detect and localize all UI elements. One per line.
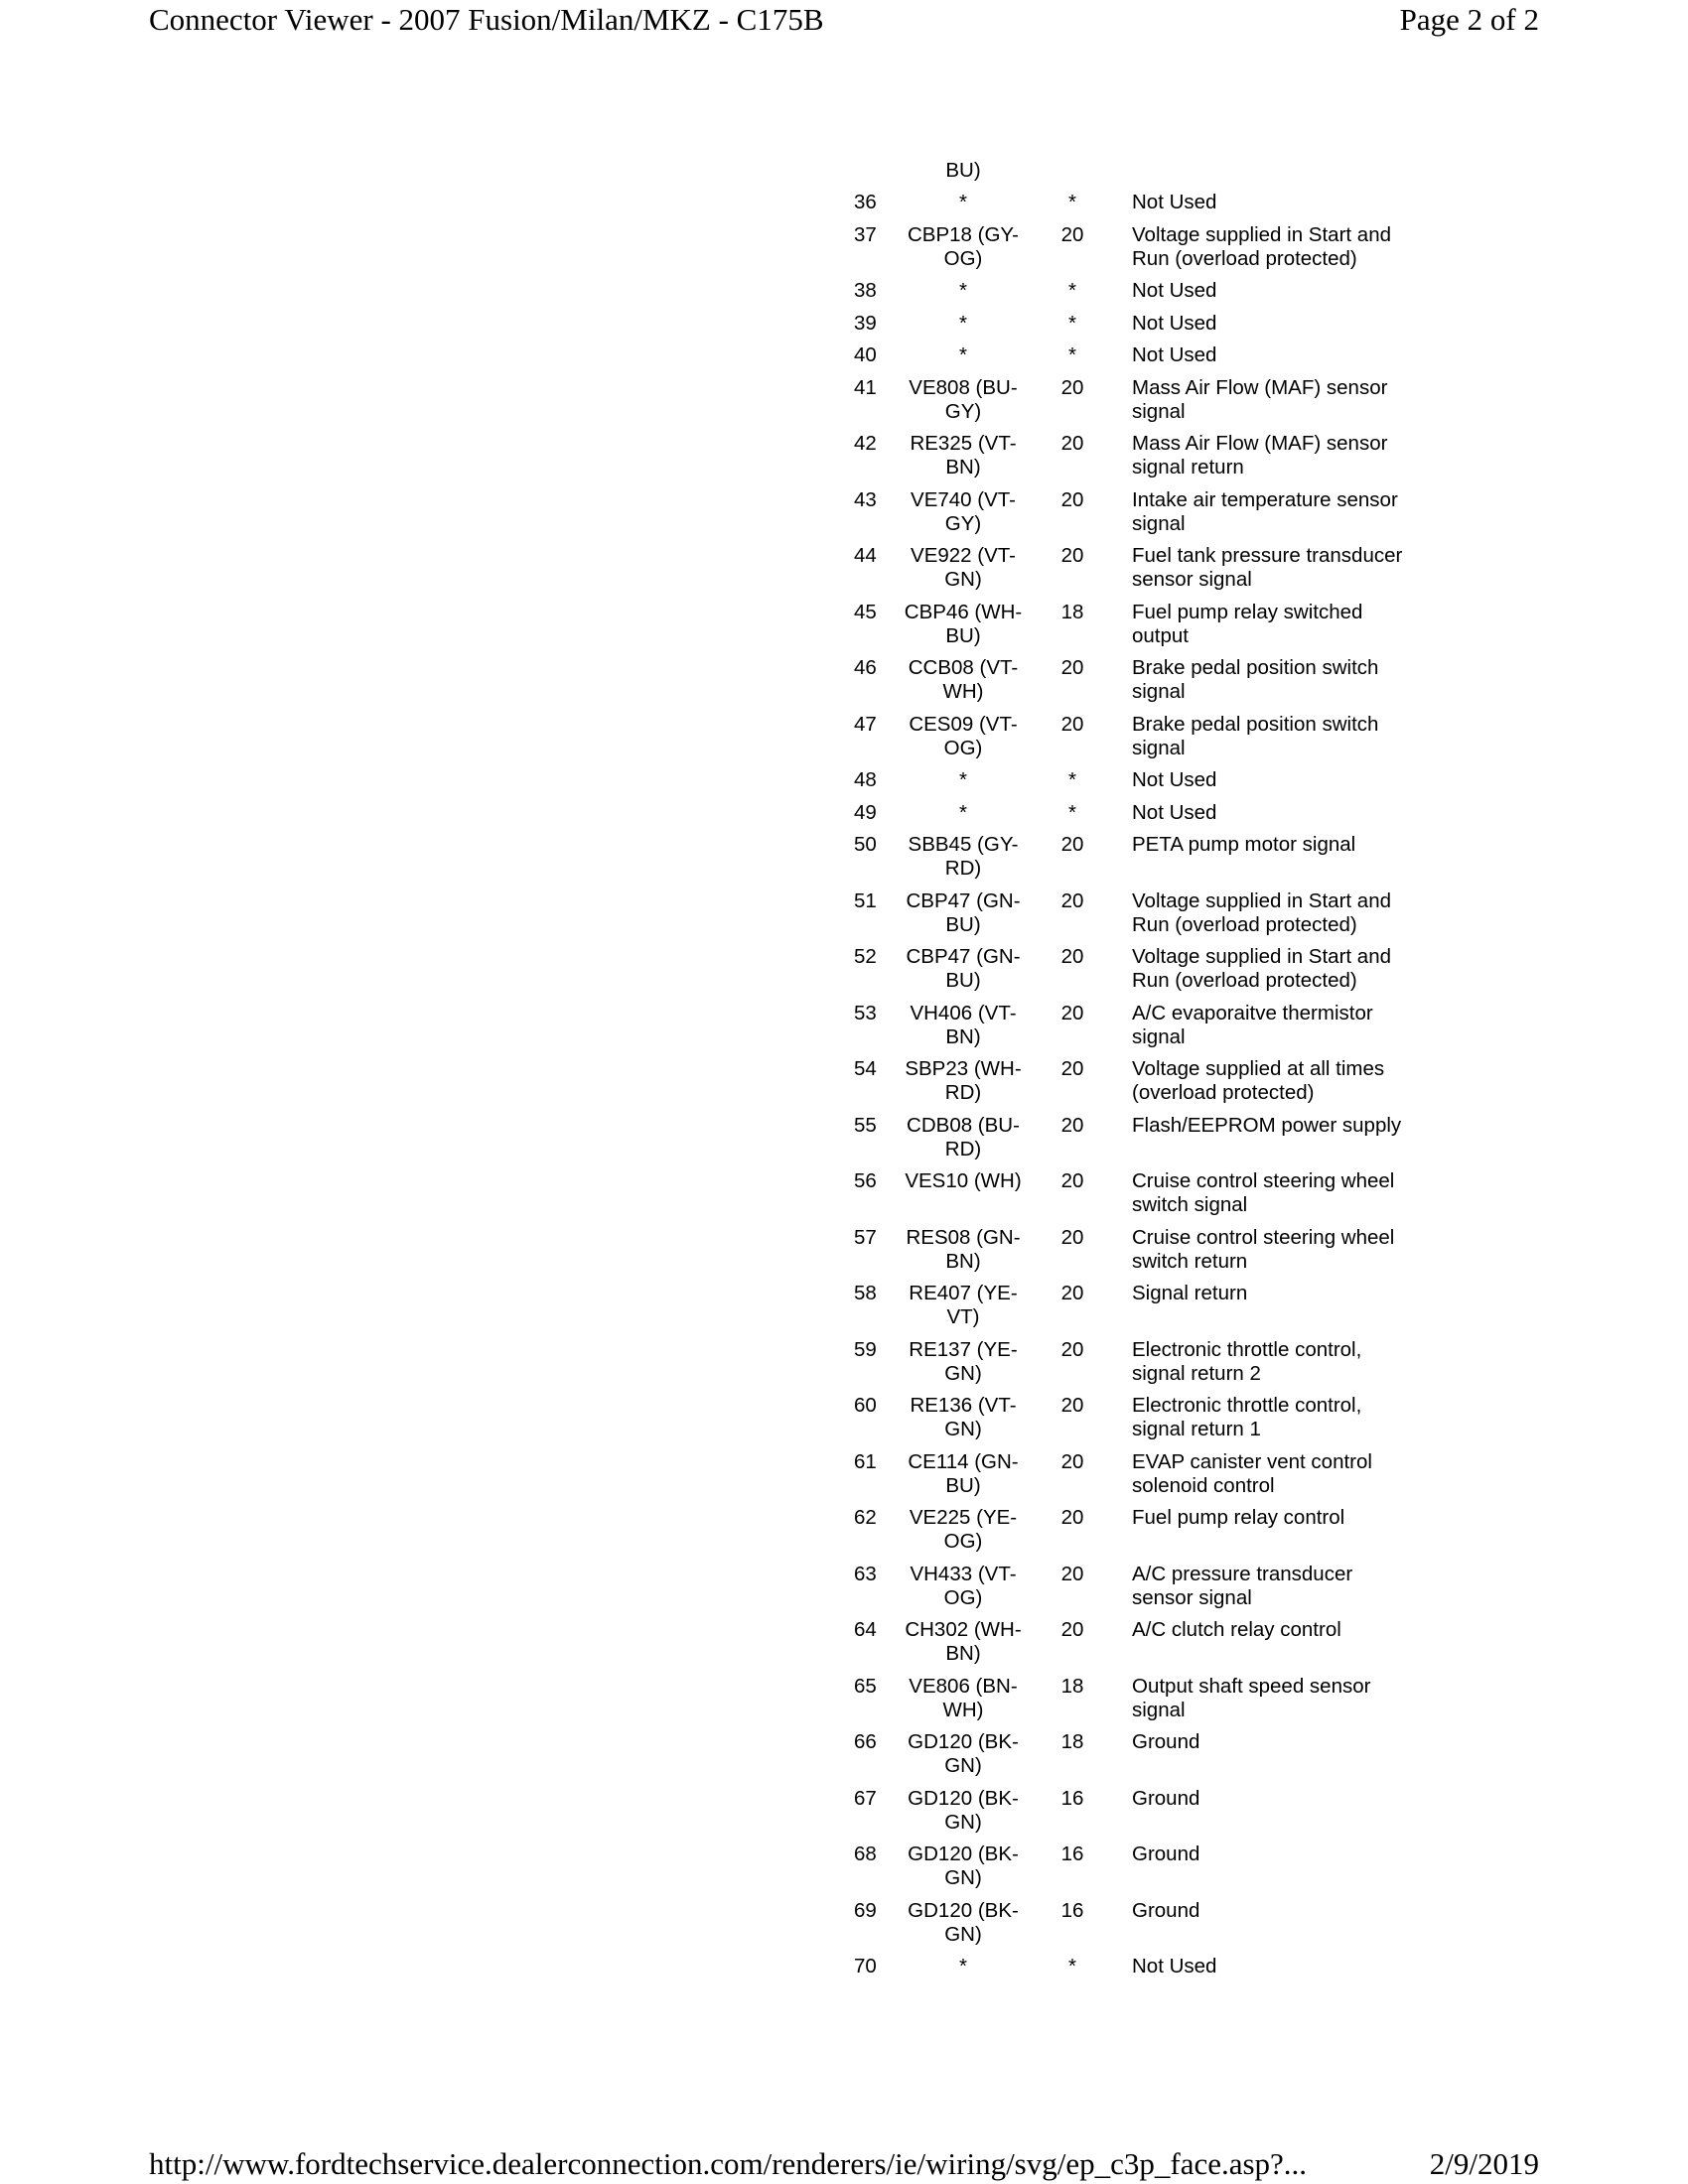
gauge-cell: * — [1068, 343, 1076, 366]
function-cell: Ground — [1132, 1843, 1200, 1865]
gauge-cell: 20 — [1060, 1394, 1084, 1417]
gauge-cell: * — [1068, 311, 1076, 335]
function-cell: Ground — [1132, 1786, 1200, 1810]
continued-circuit-text: BU) — [945, 159, 981, 182]
pin-cell: 62 — [854, 1506, 877, 1529]
function-cell: Not Used — [1132, 1955, 1217, 1978]
table-row — [854, 1618, 1415, 1666]
function-cell: Mass Air Flow (MAF) sensor signal return — [1132, 432, 1388, 478]
function-cell: Fuel pump relay switched output — [1132, 600, 1363, 647]
gauge-cell: 20 — [1060, 656, 1084, 679]
footer-date: 2/9/2019 — [1429, 2146, 1539, 2181]
pin-cell: 57 — [854, 1225, 877, 1249]
gauge-cell: 20 — [1060, 1113, 1084, 1137]
gauge-cell: 20 — [1060, 888, 1084, 912]
function-cell: Not Used — [1132, 279, 1217, 302]
table-row — [854, 223, 1415, 271]
gauge-cell: 20 — [1060, 1506, 1084, 1529]
pin-cell: 40 — [854, 343, 877, 366]
pin-cell: 63 — [854, 1562, 877, 1585]
function-cell: A/C evaporaitve thermistor signal — [1132, 1001, 1373, 1048]
gauge-cell: 20 — [1060, 1225, 1084, 1249]
function-cell: Voltage supplied in Start and Run (overload protected) — [1132, 945, 1391, 992]
pin-cell: 60 — [854, 1394, 877, 1417]
table-row — [854, 1226, 1415, 1274]
gauge-cell: 20 — [1060, 1057, 1084, 1080]
gauge-cell: 20 — [1060, 222, 1084, 246]
table-row — [854, 544, 1415, 592]
function-cell: Electronic throttle control, signal return 2 — [1132, 1337, 1362, 1385]
circuit-cell: VH433 (VT-OG) — [910, 1562, 1017, 1609]
pin-cell: 58 — [854, 1282, 877, 1304]
table-row — [854, 1787, 1415, 1835]
circuit-cell: CBP18 (GY-OG) — [907, 222, 1020, 270]
gauge-cell: 20 — [1060, 487, 1084, 511]
table-row — [854, 279, 1415, 303]
circuit-cell: * — [959, 311, 967, 335]
gauge-cell: 20 — [1060, 712, 1084, 736]
pin-cell: 59 — [854, 1337, 877, 1361]
table-row — [854, 1394, 1415, 1441]
circuit-cell: VE740 (VT-GY) — [911, 487, 1016, 535]
pin-cell: 70 — [854, 1955, 877, 1978]
page-number: Page 2 of 2 — [1399, 2, 1539, 37]
pin-cell: 41 — [854, 375, 877, 399]
function-cell: Electronic throttle control, signal return 1 — [1132, 1394, 1362, 1440]
pin-cell: 54 — [854, 1057, 877, 1080]
function-cell: Cruise control steering wheel switch return — [1132, 1225, 1395, 1273]
gauge-cell: 20 — [1060, 544, 1084, 567]
table-row — [854, 1730, 1415, 1778]
footer-url: http://www.fordtechservice.dealerconnection.com/renderers/ie/wiring/svg/ep_c3p_face.asp?... — [149, 2146, 1308, 2181]
circuit-cell: GD120 (BK-GN) — [908, 1730, 1019, 1777]
function-cell: Signal return — [1132, 1282, 1248, 1304]
circuit-cell: RE325 (VT-BN) — [910, 432, 1017, 478]
function-cell: Brake pedal position switch signal — [1132, 712, 1379, 759]
table-row — [854, 376, 1415, 424]
table-row — [854, 1955, 1415, 1979]
pin-cell: 65 — [854, 1674, 877, 1698]
table-row — [854, 1057, 1415, 1105]
pin-cell: 55 — [854, 1113, 877, 1137]
table-row — [854, 1338, 1415, 1386]
pin-cell: 52 — [854, 945, 877, 968]
table-row — [854, 801, 1415, 825]
table-row — [854, 889, 1415, 937]
circuit-cell: VE808 (BU-GY) — [909, 375, 1018, 423]
gauge-cell: 20 — [1060, 1618, 1084, 1641]
circuit-cell: GD120 (BK-GN) — [908, 1898, 1019, 1946]
gauge-cell: * — [1068, 279, 1076, 302]
pin-cell: 37 — [854, 222, 877, 246]
circuit-cell: * — [959, 279, 967, 302]
table-row — [854, 833, 1415, 881]
table-row — [854, 312, 1415, 336]
function-cell: Voltage supplied at all times (overload protected) — [1132, 1057, 1385, 1104]
circuit-cell: * — [959, 343, 967, 366]
gauge-cell: 20 — [1060, 1001, 1084, 1024]
function-cell: Mass Air Flow (MAF) sensor signal — [1132, 375, 1388, 423]
pin-cell: 64 — [854, 1618, 877, 1641]
pin-cell: 39 — [854, 311, 877, 335]
function-cell: Voltage supplied in Start and Run (overload protected) — [1132, 222, 1391, 270]
circuit-cell: * — [959, 191, 967, 213]
function-cell: A/C clutch relay control — [1132, 1618, 1341, 1641]
function-cell: Ground — [1132, 1730, 1200, 1753]
gauge-cell: 18 — [1060, 1730, 1084, 1753]
pin-cell: 46 — [854, 656, 877, 679]
gauge-cell: 18 — [1060, 1674, 1084, 1698]
function-cell: Brake pedal position switch signal — [1132, 656, 1379, 703]
table-row — [854, 191, 1415, 214]
function-cell: Ground — [1132, 1898, 1200, 1922]
function-cell: Fuel pump relay control — [1132, 1506, 1345, 1529]
table-row — [854, 1506, 1415, 1554]
function-cell: A/C pressure transducer sensor signal — [1132, 1562, 1353, 1609]
gauge-cell: * — [1068, 768, 1076, 791]
page-title: Connector Viewer - 2007 Fusion/Milan/MKZ - C175B — [149, 2, 824, 37]
gauge-cell: 20 — [1060, 375, 1084, 399]
function-cell: Not Used — [1132, 343, 1217, 366]
circuit-cell: CDB08 (BU-RD) — [907, 1113, 1020, 1160]
circuit-cell: CBP47 (GN-BU) — [906, 945, 1021, 992]
function-cell: Output shaft speed sensor signal — [1132, 1674, 1371, 1721]
pin-cell: 49 — [854, 800, 877, 824]
circuit-cell: CBP46 (WH-BU) — [904, 600, 1023, 647]
table-row — [854, 1450, 1415, 1498]
pin-cell: 38 — [854, 279, 877, 302]
pin-cell: 51 — [854, 888, 877, 912]
pin-cell: 48 — [854, 768, 877, 791]
circuit-cell: RE136 (VT-GN) — [910, 1394, 1017, 1440]
table-row — [854, 1843, 1415, 1890]
pin-cell: 66 — [854, 1730, 877, 1753]
gauge-cell: 20 — [1060, 432, 1084, 455]
circuit-cell: CES09 (VT-OG) — [909, 712, 1018, 759]
circuit-cell: CBP47 (GN-BU) — [906, 888, 1021, 936]
pin-cell: 69 — [854, 1898, 877, 1922]
gauge-cell: 16 — [1060, 1786, 1084, 1810]
pin-table — [854, 191, 1415, 1987]
table-row — [854, 1002, 1415, 1049]
function-cell: EVAP canister vent control solenoid control — [1132, 1449, 1372, 1497]
gauge-cell: 20 — [1060, 1337, 1084, 1361]
circuit-cell: GD120 (BK-GN) — [908, 1843, 1019, 1889]
table-row — [854, 343, 1415, 367]
pin-cell: 43 — [854, 487, 877, 511]
pin-cell: 36 — [854, 191, 877, 213]
function-cell: PETA pump motor signal — [1132, 833, 1356, 856]
circuit-cell: VES10 (WH) — [905, 1169, 1022, 1192]
table-row — [854, 432, 1415, 479]
table-row — [854, 768, 1415, 792]
table-row — [854, 1675, 1415, 1722]
table-row — [854, 713, 1415, 760]
circuit-cell: CE114 (GN-BU) — [908, 1449, 1019, 1497]
gauge-cell: * — [1068, 800, 1076, 824]
table-row — [854, 1899, 1415, 1947]
table-row — [854, 1282, 1415, 1329]
circuit-cell: * — [959, 1955, 967, 1978]
function-cell: Not Used — [1132, 768, 1217, 791]
circuit-cell: CH302 (WH-BN) — [905, 1618, 1022, 1665]
function-cell: Flash/EEPROM power supply — [1132, 1113, 1402, 1137]
gauge-cell: 20 — [1060, 1282, 1084, 1304]
function-cell: Intake air temperature sensor signal — [1132, 487, 1398, 535]
gauge-cell: * — [1068, 1955, 1076, 1978]
gauge-cell: 20 — [1060, 945, 1084, 968]
gauge-cell: 18 — [1060, 600, 1084, 623]
circuit-cell: VH406 (VT-BN) — [910, 1001, 1017, 1048]
gauge-cell: 20 — [1060, 1449, 1084, 1473]
circuit-cell: GD120 (BK-GN) — [908, 1786, 1019, 1834]
gauge-cell: 20 — [1060, 1169, 1084, 1192]
circuit-cell: SBP23 (WH-RD) — [905, 1057, 1022, 1104]
function-cell: Voltage supplied in Start and Run (overload protected) — [1132, 888, 1391, 936]
pin-cell: 56 — [854, 1169, 877, 1192]
circuit-cell: RE137 (YE-GN) — [909, 1337, 1018, 1385]
table-row — [854, 1563, 1415, 1610]
function-cell: Not Used — [1132, 191, 1217, 213]
pin-cell: 42 — [854, 432, 877, 455]
gauge-cell: 20 — [1060, 1562, 1084, 1585]
pin-cell: 45 — [854, 600, 877, 623]
pin-cell: 61 — [854, 1449, 877, 1473]
circuit-cell: RES08 (GN-BN) — [906, 1225, 1021, 1273]
circuit-cell: VE225 (YE-OG) — [909, 1506, 1018, 1553]
pin-cell: 44 — [854, 544, 877, 567]
function-cell: Not Used — [1132, 800, 1217, 824]
circuit-cell: VE922 (VT-GN) — [911, 544, 1016, 591]
circuit-cell: * — [959, 768, 967, 791]
circuit-cell: RE407 (YE-VT) — [909, 1282, 1018, 1328]
table-row — [854, 1169, 1415, 1217]
gauge-cell: * — [1068, 191, 1076, 213]
pin-cell: 53 — [854, 1001, 877, 1024]
circuit-cell: SBB45 (GY-RD) — [908, 833, 1019, 880]
gauge-cell: 20 — [1060, 833, 1084, 856]
pin-cell: 67 — [854, 1786, 877, 1810]
table-row — [854, 1114, 1415, 1161]
table-row — [854, 945, 1415, 993]
pin-cell: 47 — [854, 712, 877, 736]
circuit-cell: CCB08 (VT-WH) — [908, 656, 1019, 703]
table-row — [854, 601, 1415, 648]
gauge-cell: 16 — [1060, 1843, 1084, 1865]
pin-cell: 68 — [854, 1843, 877, 1865]
pin-cell: 50 — [854, 833, 877, 856]
function-cell: Cruise control steering wheel switch signal — [1132, 1169, 1395, 1216]
circuit-cell: VE806 (BN-WH) — [909, 1674, 1018, 1721]
circuit-cell: * — [959, 800, 967, 824]
gauge-cell: 16 — [1060, 1898, 1084, 1922]
table-row — [854, 656, 1415, 704]
table-row — [854, 488, 1415, 536]
function-cell: Not Used — [1132, 311, 1217, 335]
function-cell: Fuel tank pressure transducer sensor signal — [1132, 544, 1403, 591]
